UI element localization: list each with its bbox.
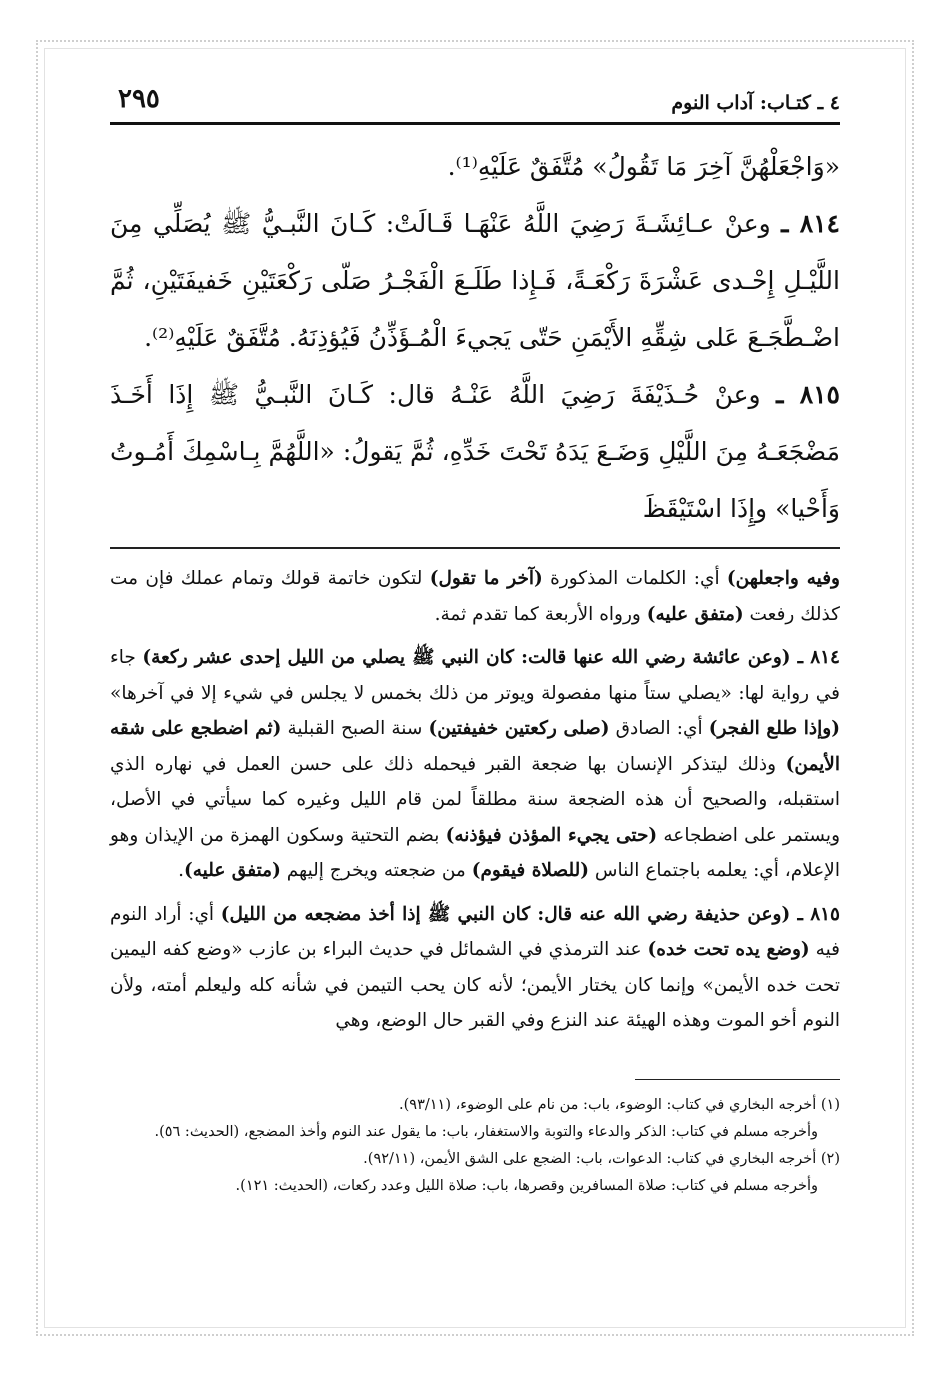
commentary-term: ٨١٤ ـ (وعن عائشة رضي الله عنها قالت: كان النبي ﷺ يصلي من الليل إحدى عشر ركعة) (142, 647, 840, 668)
running-head: ٤ ـ كتـاب: آداب النوم (671, 92, 840, 114)
commentary (110, 561, 840, 1039)
hadith-814 (110, 195, 840, 366)
footnote-1-continued: وأخرجه مسلم في كتاب: الذكر والدعاء والتوبة والاستغفار، باب: ما يقول عند النوم وأخذ المضجع، (الحديث: ٥٦). (154, 1123, 818, 1140)
commentary-term: (للصلاة فيقوم) (471, 860, 589, 881)
hadith-text (110, 138, 840, 537)
page-number: ٢٩٥ (118, 84, 160, 114)
commentary-text: بضم التحتية وسكون الهمزة من الإيذان وهو الإعلام، أي: يعلمه باجتماع الناس (110, 824, 840, 881)
page-header (110, 78, 840, 124)
commentary-term: (متفق عليه) (646, 603, 744, 625)
hadith-815-number: ٨١٥ ـ (776, 380, 840, 409)
commentary-term: (صلى ركعتين خفيفتين) (428, 718, 610, 739)
hadith-814-number: ٨١٤ ـ (781, 209, 840, 238)
commentary-text: من ضجعته ويخرج إليهم (280, 860, 472, 881)
commentary-text: وذلك ليتذكر الإنسان بها ضجعة القبر فيحمله ذلك على حسن العمل في نهاره الذي استقبله، والصحيح أن هذه الضجعة سنة مطلقاً لمن قام الليل وغيره كما سيأتي في الأصل، ويستمر على اضطجاعه (110, 753, 841, 846)
commentary-term: (وضع يده تحت خده) (647, 939, 810, 960)
commentary-term: وفيه واجعلهن) (726, 568, 840, 589)
commentary-paragraph-814 (110, 640, 840, 889)
commentary-text: أي: الكلمات المذكورة (542, 568, 727, 589)
commentary-term: (وإذا طلع الفجر) (708, 718, 840, 739)
footnote-1: (١) أخرجه البخاري في كتاب: الوضوء، باب: من نام على الوضوء، (٩٣/١١). (399, 1096, 840, 1113)
commentary-paragraph-1 (110, 561, 840, 632)
footnote-separator (635, 1079, 840, 1080)
commentary-text: جاء في رواية لها: «يصلي ستاً منها مفصولة ويوتر من ذلك بخمس لا يجلس في شيء إلا في آخرها» (110, 647, 840, 704)
commentary-term: (متفق عليه) (183, 860, 281, 881)
commentary-paragraph-815 (110, 897, 840, 1039)
commentary-separator (110, 547, 840, 549)
commentary-text: . (178, 860, 184, 881)
header-rule (110, 122, 840, 125)
hadith-815 (110, 366, 840, 537)
footnotes (110, 1092, 840, 1200)
hadith-814-text: وعنْ عـائِشَـةَ رَضِيَ اللَّهُ عَنْهَـا قَـالَتْ: كَـانَ النَّبـيُّ ﷺ يُصَلِّي مِنَ اللَّيْـلِ إِحْـدى عَشْرَةَ رَكْعَـةً، فَـإِذا طَلَـعَ الْفَجْـرُ صَلّى رَكْعَتَيْنِ خَفيفَتَيْنِ، ثُمَّ اضْـطَّجَـعَ عَلى شِقِّهِ الأَيْمَنِ حَتّى يَجيءَ الْمُـؤَذِّنُ فَيُؤذِنَهُ. مُتَّفَقٌ عَلَيْهِ⁽²⁾. (110, 209, 840, 352)
commentary-text: لتكون خاتمة قولك وتمام عملك فإن مت كذلك رفعت (110, 568, 840, 625)
commentary-text: أي: الصادق (609, 718, 709, 739)
commentary-term: ٨١٥ ـ (وعن حذيفة رضي الله عنه قال: كان النبي ﷺ إذا أخذ مضجعه من الليل) (220, 903, 840, 925)
footnote-2: (٢) أخرجه البخاري في كتاب: الدعوات، باب: الضجع على الشق الأيمن، (٩٢/١١). (363, 1150, 840, 1167)
footnote-2-continued: وأخرجه مسلم في كتاب: صلاة المسافرين وقصرها، باب: صلاة الليل وعدد ركعات، (الحديث: ١٢١). (235, 1177, 818, 1194)
commentary-term: (آخر ما تقول) (429, 568, 543, 589)
commentary-term: (حتى يجيء المؤذن فيؤذنه) (445, 824, 658, 846)
hadith-815-text: وعنْ حُـذَيْفَةَ رَضِيَ اللَّهُ عَنْـهُ قال: كَـانَ النَّبـيُّ ﷺ إِذَا أَخَـذَ مَضْجَعَـهُ مِنَ اللَّيْلِ وَضَـعَ يَدَهُ تَحْتَ خَدِّهِ، ثُمَّ يَقولُ: «اللَّهُمَّ بِـاسْمِكَ أَمُـوتُ وَأَحْيا» وإِذَا اسْتَيْقَظَ (110, 380, 840, 523)
commentary-text: ورواه الأربعة كما تقدم ثمة. (434, 603, 647, 625)
book-page (110, 78, 840, 1200)
commentary-term: (ثم اضطجع على شقه الأيمن) (110, 718, 840, 775)
commentary-text: عند الترمذي في الشمائل في حديث البراء بن عازب «وضع كفه اليمين تحت خده الأيمن» وإنما كان يختار الأيمن؛ لأنه كان يحب التيمن في شأنه كله وليعلم أمته، ولأن النوم أخو الموت وهذه الهيئة عند النزع وفي القبر حال الوضع، وهي (110, 939, 840, 1031)
commentary-text: سنة الصبح القبلية (281, 718, 429, 739)
commentary-text: أي: أراد النوم فيه (110, 903, 841, 960)
matn-line-1: «وَاجْعَلْهُنَّ آخِرَ مَا تَقُولُ» مُتَّفَقٌ عَلَيْهِ⁽¹⁾. (447, 152, 840, 181)
